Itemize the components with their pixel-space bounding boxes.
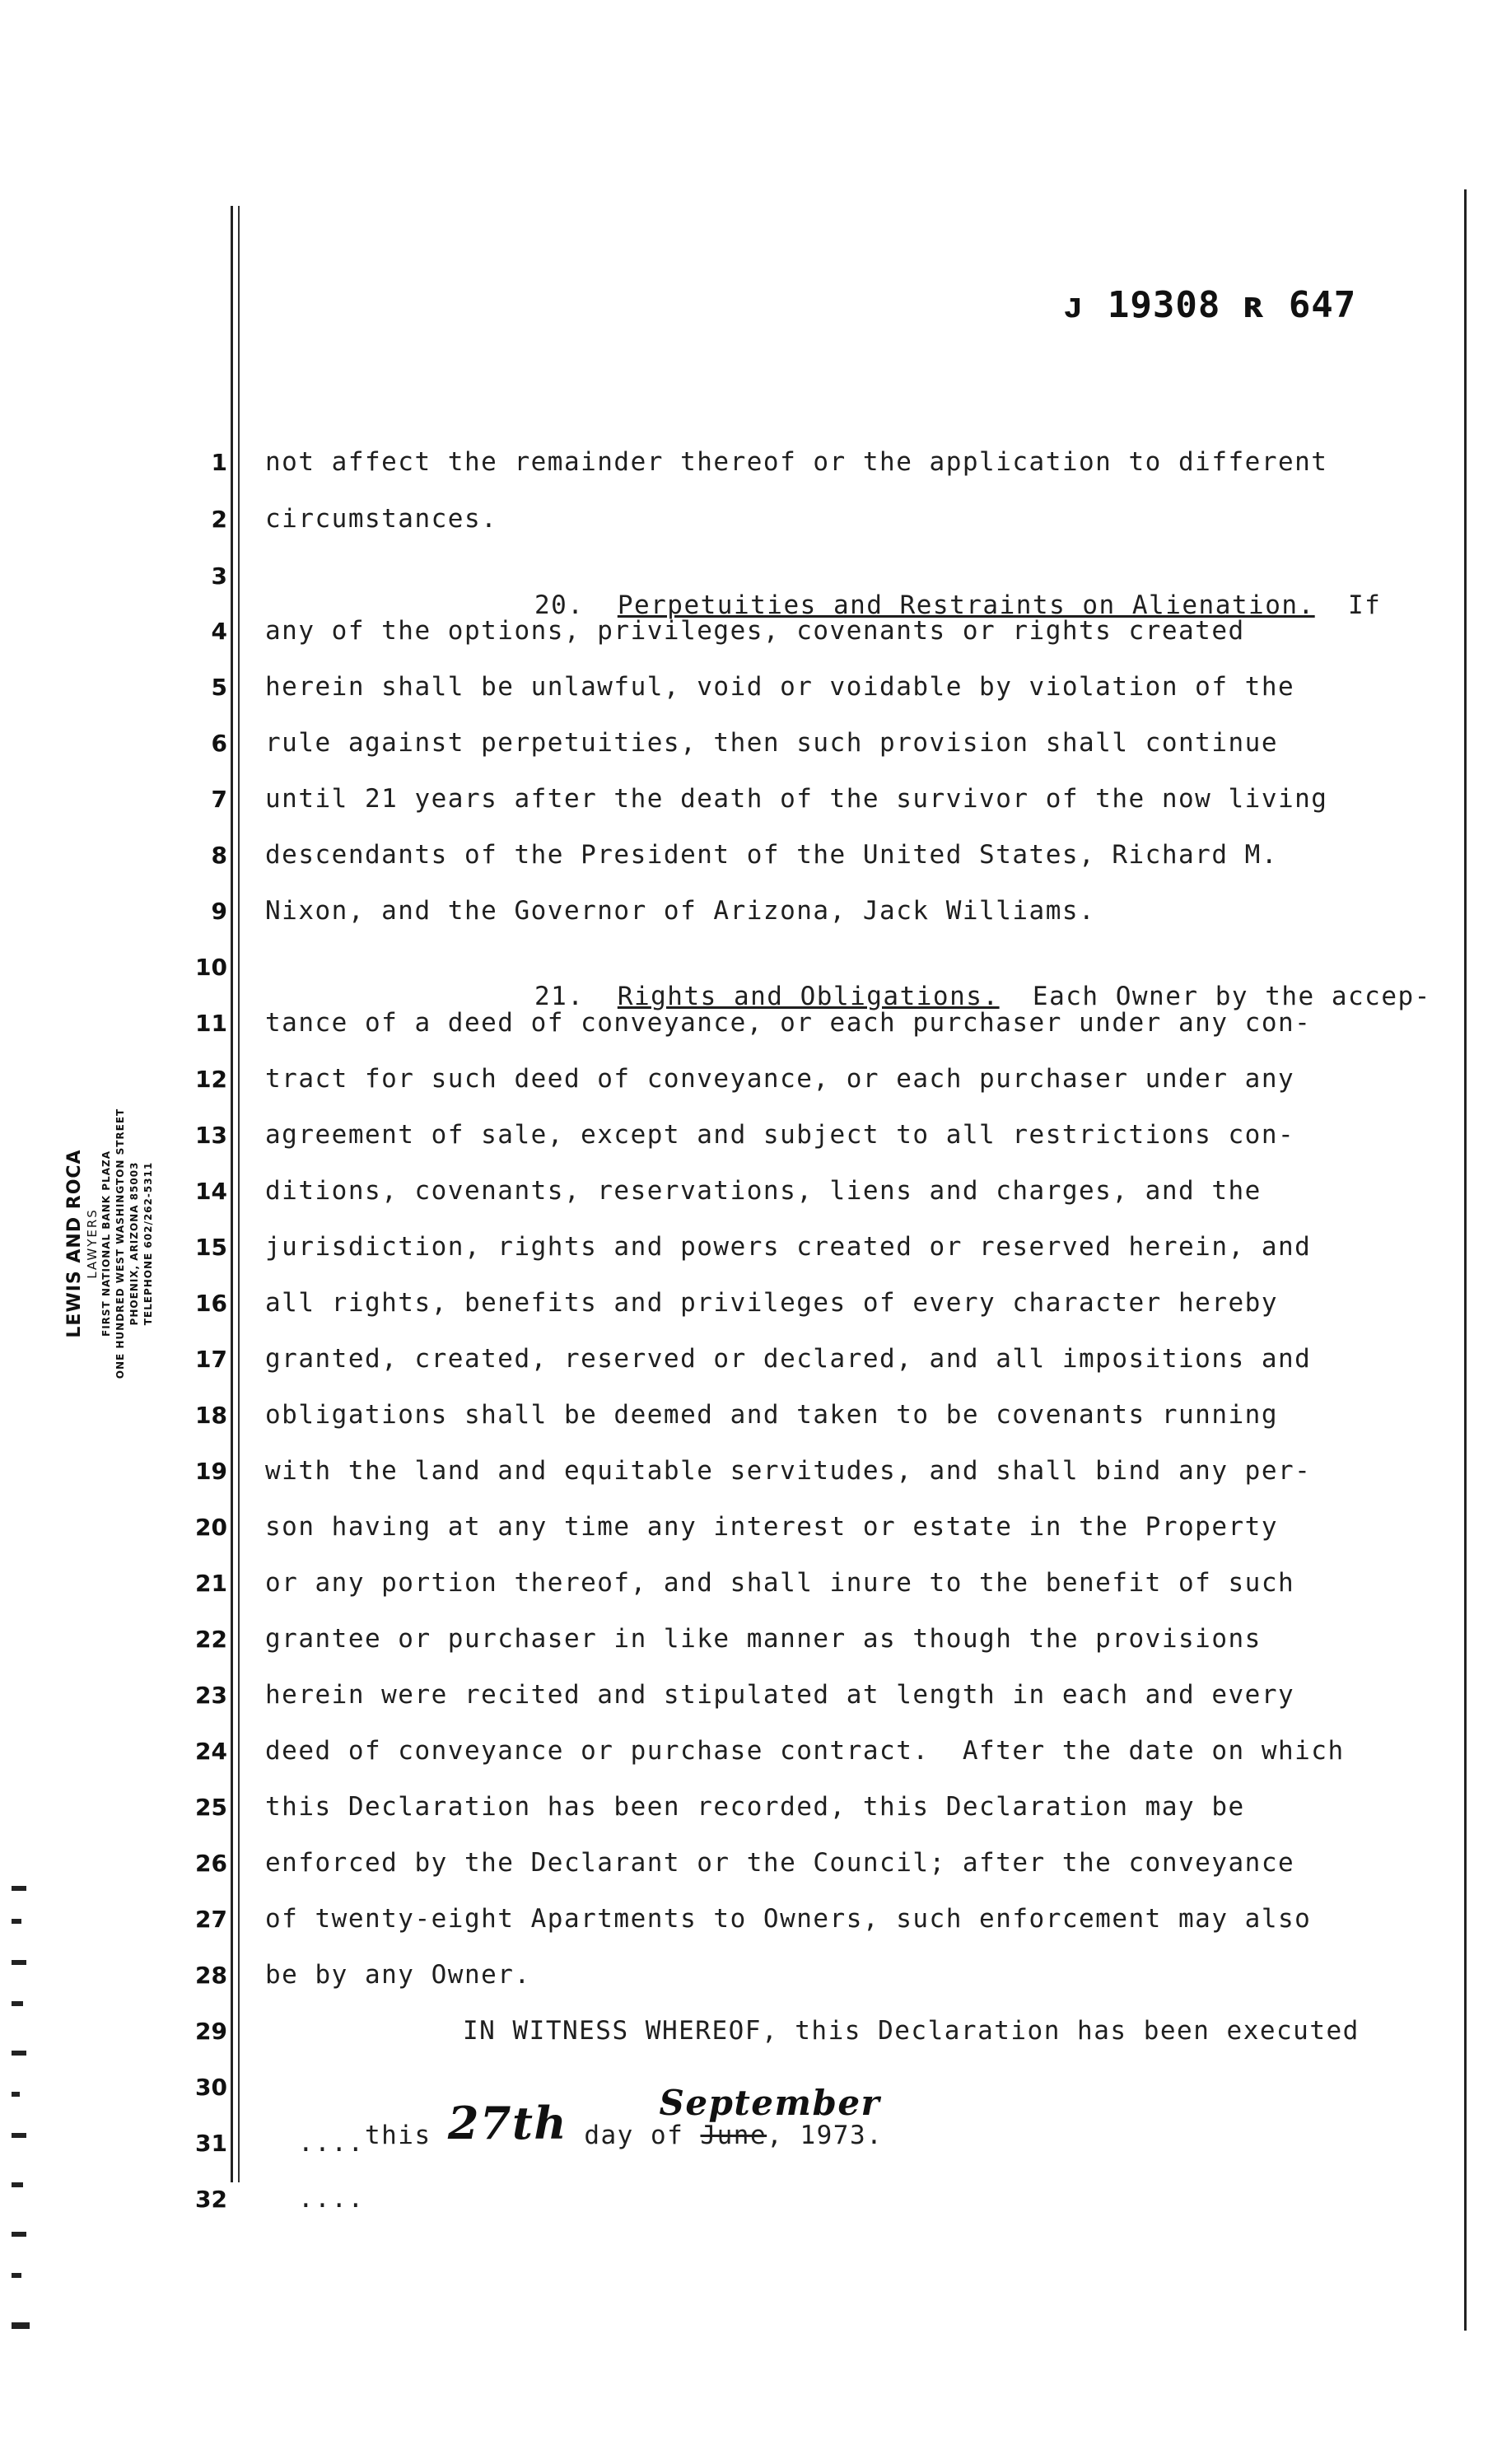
law-firm-address-2: ONE HUNDRED WEST WASHINGTON STREET — [114, 1108, 126, 1379]
line-number: 8 — [211, 842, 227, 869]
text-line: not affect the remainder thereof or the application to different — [265, 447, 1328, 477]
line-number: 7 — [211, 786, 227, 813]
execution-year: , 1973. — [767, 2121, 884, 2150]
line-number: 19 — [195, 1458, 227, 1485]
law-firm-name: LEWIS AND ROCA — [64, 1149, 85, 1338]
text-line: son having at any time any interest or estate in the Property — [265, 1512, 1278, 1542]
law-firm-subtitle: LAWYERS — [85, 1208, 100, 1279]
text-line: this Declaration has been recorded, this Declaration may be — [265, 1792, 1245, 1822]
line-number: 2 — [211, 506, 227, 533]
text-line: agreement of sale, except and subject to all restrictions con- — [265, 1120, 1295, 1150]
line-number: 30 — [195, 2074, 227, 2101]
section-heading-tail: If — [1314, 590, 1382, 620]
law-firm-address-1: FIRST NATIONAL BANK PLAZA — [100, 1150, 112, 1337]
line-number: 3 — [211, 562, 227, 590]
execution-day-word: day of — [567, 2121, 701, 2150]
line-number: 15 — [195, 1234, 227, 1261]
section-number: 20. — [534, 590, 618, 620]
text-line: Nixon, and the Governor of Arizona, Jack Williams. — [265, 896, 1096, 926]
line-number: 13 — [195, 1122, 227, 1149]
line-number: 24 — [195, 1738, 227, 1765]
text-line: until 21 years after the death of the survivor of the now living — [265, 784, 1328, 814]
section-number: 21. — [534, 982, 618, 1011]
text-line: grantee or purchaser in like manner as though the provisions — [265, 1624, 1262, 1654]
line-number: 1 — [211, 449, 227, 476]
line-number: 28 — [195, 1962, 227, 1989]
line-number: 21 — [195, 1570, 227, 1597]
margin-scan-marks — [5, 1886, 38, 2347]
line-number: 32 — [195, 2186, 227, 2213]
line-number: 6 — [211, 730, 227, 757]
execution-day-handwritten: 27th — [447, 2097, 568, 2149]
text-line: descendants of the President of the United States, Richard M. — [265, 840, 1278, 870]
law-firm-telephone: TELEPHONE 602/262-5311 — [142, 1161, 154, 1326]
line-number: 10 — [195, 954, 227, 981]
law-firm-block — [64, 1054, 188, 1433]
text-line: circumstances. — [265, 504, 498, 534]
section-heading-21: Rights and Obligations. — [617, 982, 1000, 1011]
recording-number: ᴊ 19308 ʀ 647 — [1062, 284, 1357, 326]
text-line: .... — [298, 2184, 365, 2214]
text-line: tance of a deed of conveyance, or each purchaser under any con- — [265, 1008, 1312, 1038]
right-margin-rule — [1464, 189, 1467, 2331]
line-number: 27 — [195, 1906, 227, 1933]
text-line: rule against perpetuities, then such provision shall continue — [265, 728, 1278, 758]
left-margin-rule-inner — [238, 206, 240, 2182]
execution-month-struck: June — [700, 2121, 767, 2150]
text-line: granted, created, reserved or declared, and all impositions and — [265, 1344, 1312, 1374]
execution-month-handwritten: September — [659, 2083, 881, 2123]
text-line: all rights, benefits and privileges of every character hereby — [265, 1288, 1278, 1318]
line-number: 22 — [195, 1626, 227, 1653]
text-line: or any portion thereof, and shall inure to the benefit of such — [265, 1568, 1295, 1598]
line-number: 11 — [195, 1010, 227, 1037]
text-line: enforced by the Declarant or the Council; after the conveyance — [265, 1848, 1295, 1878]
line-number: 9 — [211, 898, 227, 925]
text-line: of twenty-eight Apartments to Owners, such enforcement may also — [265, 1904, 1312, 1934]
line-number: 31 — [195, 2130, 227, 2157]
text-line: any of the options, privileges, covenants or rights created — [265, 616, 1245, 646]
section-heading-tail: Each Owner by the accep- — [999, 982, 1431, 1011]
line-number: 25 — [195, 1794, 227, 1821]
left-margin-rule — [231, 206, 233, 2182]
line-number: 4 — [211, 618, 227, 645]
line-number: 20 — [195, 1514, 227, 1541]
section-heading-20: Perpetuities and Restraints on Alienation. — [617, 590, 1315, 620]
line-number: 12 — [195, 1066, 227, 1093]
line-number: 23 — [195, 1682, 227, 1709]
law-firm-address-3: PHOENIX, ARIZONA 85003 — [128, 1161, 140, 1326]
line-number: 17 — [195, 1346, 227, 1373]
text-line: herein shall be unlawful, void or voidable by violation of the — [265, 672, 1295, 702]
text-line: tract for such deed of conveyance, or each purchaser under any — [265, 1064, 1295, 1094]
line-number: 14 — [195, 1178, 227, 1205]
text-line: ditions, covenants, reservations, liens and charges, and the — [265, 1176, 1262, 1206]
line-number: 26 — [195, 1850, 227, 1877]
text-line: with the land and equitable servitudes, and shall bind any per- — [265, 1456, 1312, 1486]
text-line: obligations shall be deemed and taken to be covenants running — [265, 1400, 1278, 1430]
execution-prefix: this — [364, 2121, 448, 2150]
text-line: jurisdiction, rights and powers created or reserved herein, and — [265, 1232, 1312, 1262]
text-line: deed of conveyance or purchase contract. After the date on which — [265, 1736, 1345, 1766]
text-line: herein were recited and stipulated at length in each and every — [265, 1680, 1295, 1710]
line-number: 5 — [211, 674, 227, 701]
text-line: be by any Owner. — [265, 1960, 531, 1990]
text-line: IN WITNESS WHEREOF, this Declaration has been executed — [463, 2016, 1360, 2046]
line-number: 18 — [195, 1402, 227, 1429]
line-number: 29 — [195, 2018, 227, 2045]
line-number: 16 — [195, 1290, 227, 1317]
text-line: .... — [298, 2128, 365, 2158]
